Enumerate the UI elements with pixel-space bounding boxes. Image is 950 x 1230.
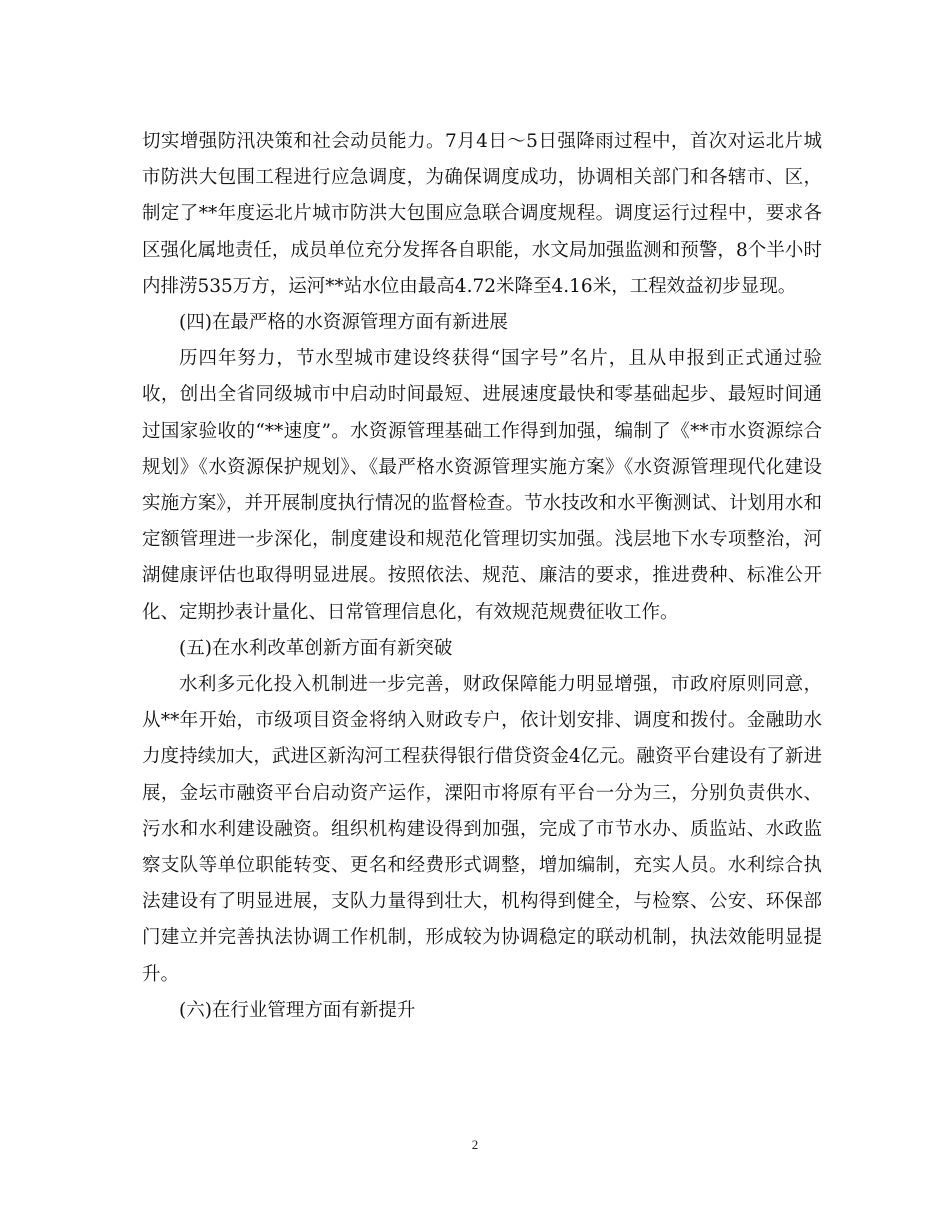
body-paragraph: 历四年努力，节水型城市建设终获得“国字号”名片，且从申报到正式通过验收，创出全省同级城市中启动时间最短、进展速度最快和零基础起步、最短时间通过国家验收的“**速度”。水资源管理基础工作得到加强，编制了《**市水资源综合规划》《水资源保护规划》、《最严格水资源管理实施方案》《水资源管理现代化建设实施方案》，并开展制度执行情况的监督检查。节水技改和水平衡测试、计划用水和定额管理进一步深化，制度建设和规范化管理切实加强。浅层地下水专项整治，河湖健康评估也取得明显进展。按照依法、规范、廉洁的要求，推进费种、标准公开化、定期抄表计量化、日常管理信息化，有效规范规费征收工作。 — [142, 348, 822, 623]
body-paragraph: 水利多元化投入机制进一步完善，财政保障能力明显增强，市政府原则同意，从**年开始，市级项目资金将纳入财政专户，依计划安排、调度和拨付。金融助水力度持续加大，武进区新沟河工程获得银行借贷资金4亿元。融资平台建设有了新进展，金坛市融资平台启动资产运作，溧阳市将原有平台一分为三，分别负责供水、污水和水利建设融资。组织机构建设得到加强，完成了市节水办、质监站、水政监察支队等单位职能转变、更名和经费形式调整，增加编制，充实人员。水利综合执法建设有了明显进展，支队力量得到壮大，机构得到健全，与检察、公安、环保部门建立并完善执法协调工作机制，形成较为协调稳定的联动机制，执法效能明显提升。 — [142, 674, 822, 985]
section-heading: (六)在行业管理方面有新提升 — [179, 999, 416, 1021]
body-paragraph: 切实增强防汛决策和社会动员能力。7月4日～5日强降雨过程中，首次对运北片城市防洪大包围工程进行应急调度，为确保调度成功，协调相关部门和各辖市、区，制定了**年度运北片城市防洪大包围应急联合调度规程。调度运行过程中，要求各区强化属地责任，成员单位充分发挥各自职能，水文局加强监测和预警，8个半小时内排涝535万方，运河**站水位由最高4.72米降至4.16米，工程效益初步显现。 — [142, 131, 822, 297]
section-heading: (五)在水利改革创新方面有新突破 — [179, 637, 453, 659]
section-heading: (四)在最严格的水资源管理方面有新进展 — [179, 312, 508, 334]
page-number: 2 — [471, 1137, 479, 1152]
document-body — [142, 124, 822, 1029]
